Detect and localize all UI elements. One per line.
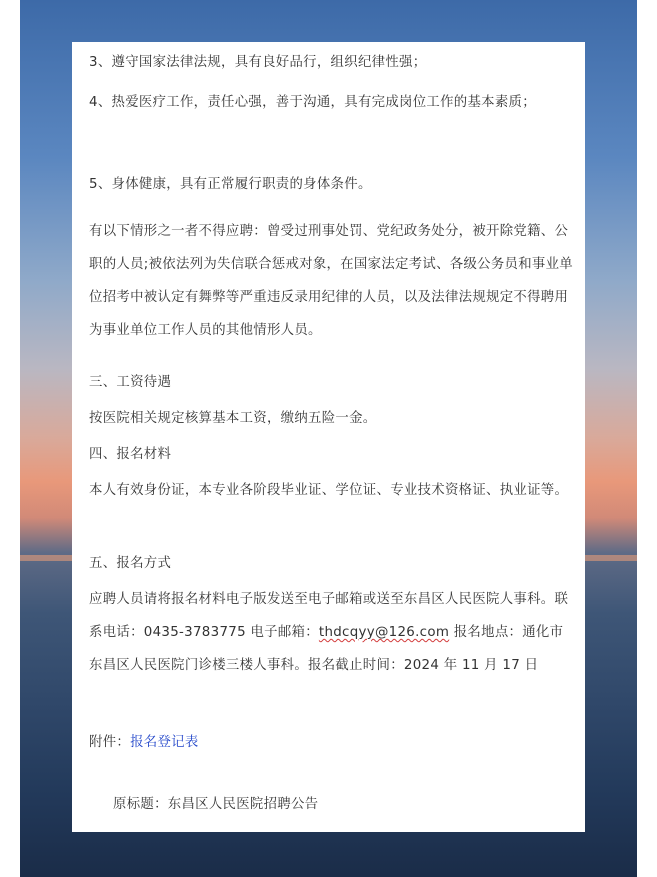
materials-text: 本人有效身份证，本专业各阶段毕业证、学位证、专业技术资格证、执业证等。	[89, 483, 569, 498]
exclusion-paragraph: 有以下情形之一者不得应聘：曾受过刑事处罚、党纪政务处分，被开除党籍、公职的人员;被依法列为失信联合惩戒对象，在国家法定考试、各级公务员和事业单位招考中被认定有舞弊等严重违反录用纪律的人员，以及法律法规规定不得聘用为事业单位工作人员的其他情形人员。	[89, 224, 573, 338]
document-card	[72, 42, 585, 832]
original-title: 原标题：东昌区人民医院招聘公告	[113, 797, 319, 812]
requirement-4: 4、热爱医疗工作，责任心强，善于沟通，具有完成岗位工作的基本素质；	[89, 95, 536, 110]
requirement-3: 3、遵守国家法律法规，具有良好品行，组织纪律性强；	[89, 55, 427, 70]
salary-text: 按医院相关规定核算基本工资，缴纳五险一金。	[89, 411, 377, 426]
registration-form-link[interactable]: 报名登记表	[130, 735, 199, 750]
materials-heading: 四、报名材料	[89, 447, 172, 462]
method-text-part-b: 报名地点：通化市东昌区人民医院门诊楼三楼人事科。报名截止时间：2024 年 11 月 17 日	[89, 625, 564, 673]
email-address[interactable]: thdcqyy@126.com	[318, 625, 450, 640]
method-text	[89, 583, 574, 682]
method-text-part-a: 应聘人员请将报名材料电子版发送至电子邮箱或送至东昌区人民医院人事科。联系电话：0435-3783775 电子邮箱：	[89, 592, 569, 640]
attachment-label: 附件：	[89, 735, 131, 750]
attachment-line	[89, 733, 574, 753]
salary-heading: 三、工资待遇	[89, 375, 172, 390]
requirement-5: 5、身体健康，具有正常履行职责的身体条件。	[89, 177, 372, 192]
method-heading: 五、报名方式	[89, 556, 172, 571]
